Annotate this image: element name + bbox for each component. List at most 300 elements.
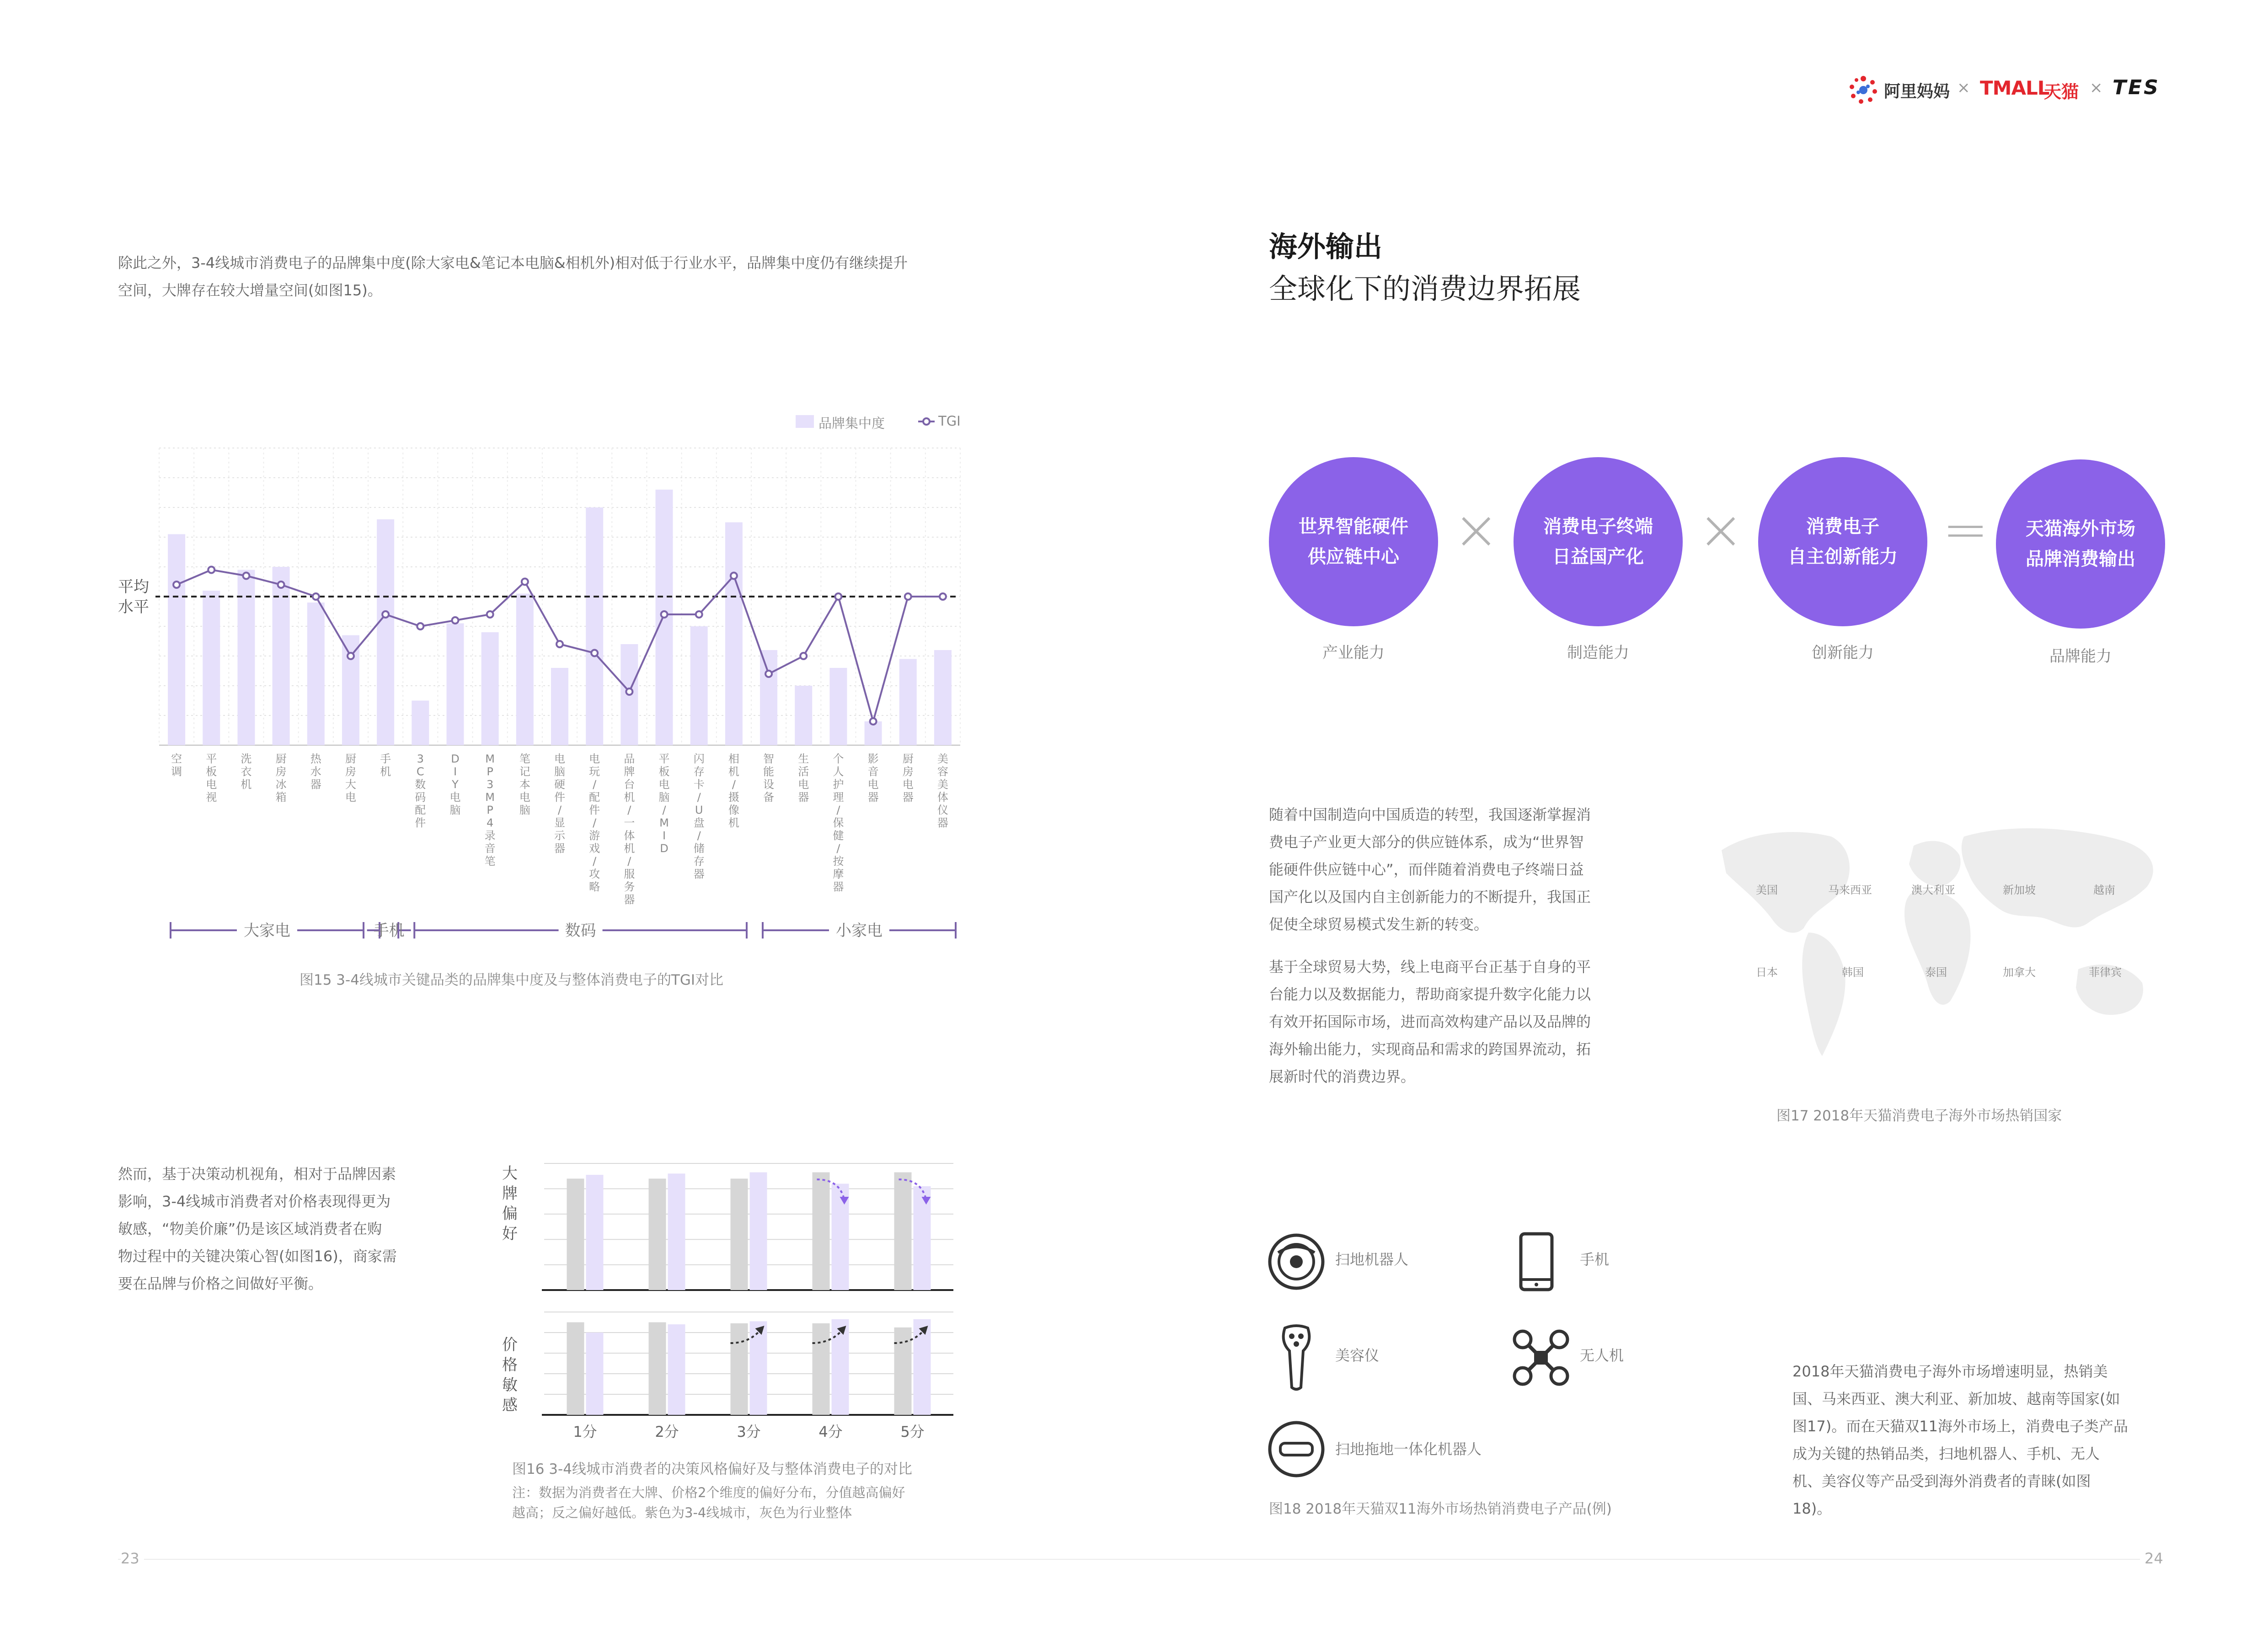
category-label: 设	[763, 778, 775, 791]
category-label: 音	[867, 765, 879, 778]
category-label: 机	[728, 816, 739, 829]
category-label: 盘	[693, 816, 705, 829]
category-label: 房	[902, 765, 914, 778]
score-label: 4分	[818, 1423, 843, 1440]
tier3-4-bar	[914, 1186, 931, 1290]
category-label: 厨	[275, 752, 287, 765]
category-label: 戏	[589, 842, 600, 855]
category-label: 音	[484, 842, 496, 855]
fig16-caption: 图16 3-4线城市消费者的决策风格偏好及与整体消费电子的对比	[512, 1461, 912, 1477]
category-label: 码	[415, 791, 426, 804]
category-label: 器	[693, 868, 705, 880]
category-label: 录	[484, 829, 496, 842]
category-label: 生	[798, 752, 809, 765]
category-label: /	[627, 855, 631, 868]
category-label: /	[697, 829, 701, 842]
category-label: 空	[171, 752, 182, 765]
category-label: 电	[902, 778, 914, 791]
transformation-paragraph	[1269, 801, 1653, 938]
page-number-right: 24	[2140, 1550, 2163, 1567]
category-label: /	[732, 778, 736, 791]
product-label-phone: 手机	[1580, 1251, 1610, 1268]
category-label: U	[695, 804, 703, 816]
drone-icon	[1511, 1328, 1571, 1387]
category-label: 房	[275, 765, 287, 778]
category-label: 3	[417, 752, 424, 765]
category-label: 调	[171, 765, 182, 778]
fig16-note	[512, 1483, 905, 1523]
category-label: 3	[487, 778, 494, 791]
tier3-4-bar	[586, 1333, 604, 1415]
category-label: /	[697, 791, 701, 804]
tgi-point	[835, 593, 841, 600]
category-label: 健	[833, 829, 844, 842]
paragraph-line: 图17)。而在天猫双11海外市场上，消费电子类产品	[1792, 1418, 2128, 1435]
logo-separator: ×	[1957, 79, 1970, 97]
category-label: 洗	[241, 752, 252, 765]
industry-bar	[813, 1172, 830, 1290]
category-label: P	[487, 804, 493, 816]
category-label: 本	[519, 778, 530, 791]
country-label: 越南	[2093, 884, 2115, 896]
category-label: 机	[624, 842, 635, 855]
tgi-point	[522, 579, 528, 585]
category-label: 台	[624, 778, 635, 791]
category-label: 相	[728, 752, 739, 765]
bar	[342, 635, 359, 746]
times-operator: ×	[1698, 498, 1744, 562]
category-label: 件	[589, 804, 600, 816]
category-label: 牌	[624, 765, 635, 778]
tgi-point	[661, 611, 668, 618]
industry-bar	[731, 1323, 748, 1415]
category-label: 服	[624, 868, 635, 880]
category-label: 电	[519, 791, 530, 804]
category-label: 电	[589, 752, 600, 765]
bar	[516, 594, 534, 746]
bar	[307, 603, 325, 745]
category-label: 像	[728, 804, 739, 816]
tgi-point	[452, 617, 458, 624]
bar	[377, 519, 394, 745]
section-subtitle: 全球化下的消费边界拓展	[1269, 272, 1581, 305]
category-label: 智	[763, 752, 775, 765]
category-label: 机	[728, 765, 739, 778]
category-label: 器	[798, 791, 809, 804]
category-label: D	[660, 842, 669, 855]
tgi-point	[243, 573, 249, 579]
product-label-drone: 无人机	[1580, 1347, 1624, 1364]
price-label-char: 敏	[502, 1376, 518, 1394]
category-label: 闪	[693, 752, 705, 765]
category-label: /	[662, 804, 666, 816]
category-label: 器	[554, 842, 565, 855]
mop-robot-icon	[1267, 1419, 1326, 1479]
category-label: 器	[624, 893, 635, 906]
paragraph-line: 成为关键的热销品类，扫地机器人、手机、无人	[1792, 1445, 2100, 1462]
category-label: 电	[658, 778, 670, 791]
category-label: 视	[206, 791, 217, 804]
tgi-point	[556, 641, 563, 647]
industry-bar	[894, 1172, 912, 1290]
paragraph-line: 能硬件供应链中心”，而伴随着消费电子终端日益	[1269, 861, 1584, 878]
bar	[690, 626, 708, 745]
paragraph-line: 海外输出能力，实现商品和需求的跨国界流动，拓	[1269, 1040, 1591, 1058]
legend-line-label: TGI	[938, 413, 961, 429]
score-label: 2分	[655, 1423, 679, 1440]
intro-line: 空间，大牌存在较大增量空间(如图15)。	[118, 282, 382, 299]
paragraph-line: 费电子产业更大部分的供应链体系，成为“世界智	[1269, 833, 1584, 851]
category-label: 个	[833, 752, 844, 765]
tier3-4-bar	[586, 1175, 604, 1290]
brand-label-char: 好	[502, 1225, 518, 1243]
category-label: 活	[798, 765, 809, 778]
fig16-chart	[540, 1161, 960, 1454]
tier3-4-bar	[914, 1319, 931, 1415]
bar	[273, 567, 290, 745]
category-label: 人	[833, 765, 844, 778]
bar	[899, 659, 917, 746]
category-label: 箱	[275, 791, 287, 804]
country-label: 韩国	[1842, 966, 1864, 979]
capability-circle-brand-output: 天猫海外市场 品牌消费输出	[1996, 459, 2165, 629]
tgi-point	[731, 573, 737, 579]
intro-line: 除此之外，3-4线城市消费电子的品牌集中度(除大家电&笔记本电脑&相机外)相对低于行业水平，品牌集中度仍有继续提升	[118, 254, 908, 272]
category-label: 器	[902, 791, 914, 804]
bar	[168, 534, 185, 746]
category-label: 脑	[449, 804, 461, 816]
trade-paragraph	[1269, 953, 1653, 1090]
circle-label: 产业能力	[1322, 644, 1385, 662]
decision-line: 影响，3-4线城市消费者对价格表现得更为	[118, 1193, 391, 1210]
category-label: 务	[624, 880, 635, 893]
tgi-point	[626, 688, 632, 695]
beauty-device-icon	[1276, 1323, 1317, 1392]
category-label: 冰	[275, 778, 287, 791]
decision-line: 要在品牌与价格之间做好平衡。	[118, 1275, 323, 1292]
bar	[481, 632, 499, 745]
tgi-point	[173, 581, 180, 588]
paragraph-line: 基于全球贸易大势，线上电商平台正基于自身的平	[1269, 958, 1591, 976]
paragraph-line: 2018年天猫消费电子海外市场增速明显，热销美	[1792, 1363, 2108, 1380]
category-label: M	[485, 791, 495, 804]
category-label: 机	[624, 791, 635, 804]
category-label: 电	[798, 778, 809, 791]
decision-line: 物过程中的关键决策心智(如图16)，商家需	[118, 1248, 397, 1265]
group-label: 数码	[565, 922, 596, 940]
tgi-point	[940, 593, 946, 600]
category-label: 影	[867, 752, 879, 765]
tmall-logo-cn: 天猫	[2044, 82, 2079, 102]
product-label-mop: 扫地拖地一体化机器人	[1335, 1440, 1482, 1458]
group-label: 手机	[373, 922, 405, 940]
category-label: 4	[487, 816, 494, 829]
category-label: 机	[380, 765, 391, 778]
category-label: P	[487, 765, 493, 778]
category-label: 摩	[833, 868, 844, 880]
category-label: /	[593, 816, 597, 829]
fig16-brand-label	[501, 1163, 519, 1244]
paragraph-line: 国、马来西亚、澳大利亚、新加坡、越南等国家(如	[1792, 1390, 2120, 1408]
fig18-caption: 图18 2018年天猫双11海外市场热销消费电子产品(例)	[1269, 1501, 1612, 1517]
paragraph-line: 有效开拓国际市场，进而高效构建产品以及品牌的	[1269, 1013, 1591, 1030]
bar	[586, 507, 603, 745]
category-label: 厨	[345, 752, 356, 765]
category-label: 笔	[484, 855, 496, 868]
category-label: D	[451, 752, 460, 765]
category-label: I	[453, 765, 457, 778]
country-label: 泰国	[1925, 966, 1947, 979]
category-label: /	[627, 804, 631, 816]
category-label: 示	[554, 829, 565, 842]
category-label: 脑	[554, 765, 565, 778]
industry-bar	[567, 1179, 584, 1290]
country-label: 马来西亚	[1828, 884, 1872, 896]
category-label: 机	[241, 778, 252, 791]
avg-level-label	[118, 577, 149, 617]
bar	[725, 523, 743, 746]
category-label: 硬	[554, 778, 565, 791]
bar	[760, 650, 777, 745]
tgi-point	[696, 611, 702, 618]
category-label: /	[593, 778, 597, 791]
score-label: 3分	[737, 1423, 761, 1440]
times-operator: ×	[1453, 498, 1499, 562]
paragraph-line: 随着中国制造向中国质造的转型，我国逐渐掌握消	[1269, 806, 1591, 823]
fig16-note-line: 注：数据为消费者在大牌、价格2个维度的偏好分布，分值越高偏好	[512, 1485, 905, 1500]
tgi-point	[382, 611, 389, 618]
score-label: 1分	[573, 1423, 597, 1440]
category-label: 件	[415, 816, 426, 829]
fig15-caption: 图15 3-4线城市关键品类的品牌集中度及与整体消费电子的TGI对比	[300, 972, 724, 988]
avg-label-line: 平均	[118, 578, 149, 596]
country-label: 日本	[1756, 966, 1778, 979]
category-label: 脑	[519, 804, 530, 816]
category-label: 卡	[693, 778, 705, 791]
category-label: 大	[345, 778, 356, 791]
category-label: 显	[554, 816, 565, 829]
category-label: 体	[937, 791, 948, 804]
tier3-4-bar	[750, 1321, 767, 1415]
page-number-left: 23	[121, 1550, 144, 1567]
category-label: 能	[763, 765, 775, 778]
capability-circle-innovation: 消费电子 自主创新能力	[1758, 457, 1927, 626]
avg-label-line: 水平	[118, 598, 149, 616]
country-label: 加拿大	[2003, 966, 2036, 979]
category-label: 器	[937, 816, 948, 829]
category-label: 衣	[241, 765, 252, 778]
tgi-point	[905, 593, 911, 600]
category-label: 玩	[589, 765, 600, 778]
equals-operator: =	[1942, 498, 1989, 562]
legend-line-swatch	[918, 416, 935, 427]
category-label: 攻	[589, 868, 600, 880]
bar	[203, 591, 220, 745]
header-logos	[1847, 73, 2177, 105]
tier3-4-bar	[750, 1172, 767, 1290]
tgi-point	[487, 611, 493, 618]
category-label: 仪	[937, 804, 948, 816]
category-label: I	[662, 829, 666, 842]
category-label: /	[593, 855, 597, 868]
bar	[446, 624, 464, 746]
paragraph-line: 国产化以及国内自主创新能力的不断提升，我国正	[1269, 888, 1591, 906]
category-label: 备	[763, 791, 775, 804]
category-label: 记	[519, 765, 530, 778]
category-label: 存	[693, 765, 705, 778]
bar	[412, 701, 429, 746]
tmall-logo-en: TMALL	[1980, 77, 2049, 99]
fig15-chart	[155, 443, 969, 946]
category-label: 游	[589, 829, 600, 842]
industry-bar	[649, 1179, 666, 1290]
category-label: 器	[310, 778, 321, 791]
category-label: 笔	[519, 752, 530, 765]
category-label: 器	[833, 880, 844, 893]
decision-line: 然而，基于决策动机视角，相对于品牌因素	[118, 1165, 396, 1183]
phone-icon	[1518, 1232, 1555, 1291]
brand-label-char: 牌	[502, 1184, 518, 1203]
category-label: 热	[310, 752, 321, 765]
category-label: 板	[206, 765, 217, 778]
category-label: 一	[624, 816, 635, 829]
category-label: 水	[310, 765, 321, 778]
category-label: 摄	[728, 791, 739, 804]
industry-bar	[813, 1323, 830, 1415]
fig16-price-label	[501, 1335, 519, 1415]
robot-vacuum-icon	[1267, 1232, 1326, 1291]
brand-label-char: 偏	[502, 1205, 518, 1223]
category-label: 平	[658, 752, 670, 765]
tgi-point	[417, 623, 423, 629]
section-title: 海外输出	[1269, 230, 1383, 263]
category-label: 品	[624, 752, 635, 765]
alimama-logo-icon	[1847, 74, 1879, 106]
category-label: 器	[867, 791, 879, 804]
paragraph-line: 18)。	[1792, 1500, 1832, 1517]
capability-circle-supply: 世界智能硬件 供应链中心	[1269, 457, 1438, 626]
footer-divider	[118, 1559, 2162, 1560]
industry-bar	[649, 1323, 666, 1415]
brand-label-char: 大	[502, 1164, 518, 1183]
category-label: 护	[833, 778, 844, 791]
legend-bar-label: 品牌集中度	[818, 416, 885, 431]
circle-label: 创新能力	[1812, 644, 1874, 662]
category-label: /	[557, 804, 562, 816]
bar	[795, 686, 812, 745]
category-label: C	[416, 765, 424, 778]
category-label: 容	[937, 765, 948, 778]
tgi-point	[278, 581, 284, 588]
paragraph-line: 展新时代的消费边界。	[1269, 1068, 1416, 1085]
tgi-point	[591, 650, 598, 656]
category-label: 美	[937, 752, 948, 765]
category-label: 存	[693, 855, 705, 868]
intro-paragraph	[118, 249, 1032, 304]
category-label: 电	[554, 752, 565, 765]
product-label-beauty: 美容仪	[1335, 1347, 1380, 1364]
category-label: 配	[415, 804, 426, 816]
paragraph-line: 台能力以及数据能力，帮助商家提升数字化能力以	[1269, 986, 1591, 1003]
tes-logo: TES	[2113, 76, 2160, 99]
score-label: 5分	[900, 1423, 925, 1440]
country-label: 新加坡	[2003, 884, 2036, 896]
category-label: 储	[693, 842, 705, 855]
price-label-char: 格	[502, 1356, 518, 1374]
tier3-4-bar	[668, 1173, 685, 1290]
category-label: /	[836, 804, 840, 816]
category-label: 数	[415, 778, 426, 791]
fig16-note-line: 越高；反之偏好越低。紫色为3-4线城市，灰色为行业整体	[512, 1505, 852, 1520]
category-label: 电	[449, 791, 461, 804]
category-label: Y	[452, 778, 459, 791]
group-label: 大家电	[244, 922, 291, 940]
category-label: 件	[554, 791, 565, 804]
logo-separator: ×	[2090, 79, 2103, 97]
overseas-paragraph	[1792, 1358, 2172, 1522]
circle-label: 品牌能力	[2049, 647, 2112, 666]
tier3-4-bar	[832, 1319, 849, 1415]
bar	[551, 668, 568, 745]
country-label: 美国	[1756, 884, 1778, 896]
category-label: 略	[589, 880, 600, 893]
tgi-point	[800, 653, 807, 659]
industry-bar	[567, 1323, 584, 1415]
price-label-char: 感	[502, 1396, 518, 1414]
tier3-4-bar	[668, 1324, 685, 1415]
tgi-point	[765, 671, 772, 677]
product-label-robot: 扫地机器人	[1335, 1251, 1409, 1268]
category-label: 房	[345, 765, 356, 778]
bar	[829, 668, 847, 745]
paragraph-line: 机、美容仪等产品受到海外消费者的青睐(如图	[1792, 1472, 2091, 1490]
category-label: 保	[833, 816, 844, 829]
legend-bar-swatch	[796, 415, 814, 428]
category-label: 脑	[658, 791, 670, 804]
category-label: 厨	[902, 752, 914, 765]
circle-label: 制造能力	[1567, 644, 1629, 662]
tgi-point	[348, 653, 354, 659]
country-label: 菲律宾	[2089, 966, 2122, 979]
category-label: M	[485, 752, 495, 765]
capability-circle-domestic: 消费电子终端 日益国产化	[1514, 457, 1683, 626]
bar	[934, 650, 952, 745]
fig17-caption: 图17 2018年天猫消费电子海外市场热销国家	[1776, 1108, 2062, 1124]
world-map-icon	[1712, 818, 2170, 1065]
category-label: 配	[589, 791, 600, 804]
country-label: 澳大利亚	[1911, 884, 1955, 896]
paragraph-line: 促使全球贸易模式发生新的转变。	[1269, 916, 1489, 933]
tgi-point	[313, 593, 319, 600]
decision-paragraph	[118, 1160, 465, 1297]
tgi-point	[870, 718, 877, 725]
alimama-logo-text: 阿里妈妈	[1884, 82, 1950, 101]
category-label: 按	[833, 855, 844, 868]
industry-bar	[731, 1179, 748, 1290]
category-label: 电	[867, 778, 879, 791]
fig15-legend	[796, 411, 969, 432]
category-label: 美	[937, 778, 948, 791]
category-label: 板	[658, 765, 670, 778]
decision-line: 敏感，“物美价廉”仍是该区域消费者在购	[118, 1220, 382, 1237]
industry-bar	[894, 1328, 912, 1415]
category-label: 电	[345, 791, 356, 804]
category-label: 理	[833, 791, 844, 804]
group-label: 小家电	[835, 922, 883, 940]
price-label-char: 价	[502, 1336, 518, 1354]
category-label: 平	[206, 752, 217, 765]
category-label: 电	[206, 778, 217, 791]
